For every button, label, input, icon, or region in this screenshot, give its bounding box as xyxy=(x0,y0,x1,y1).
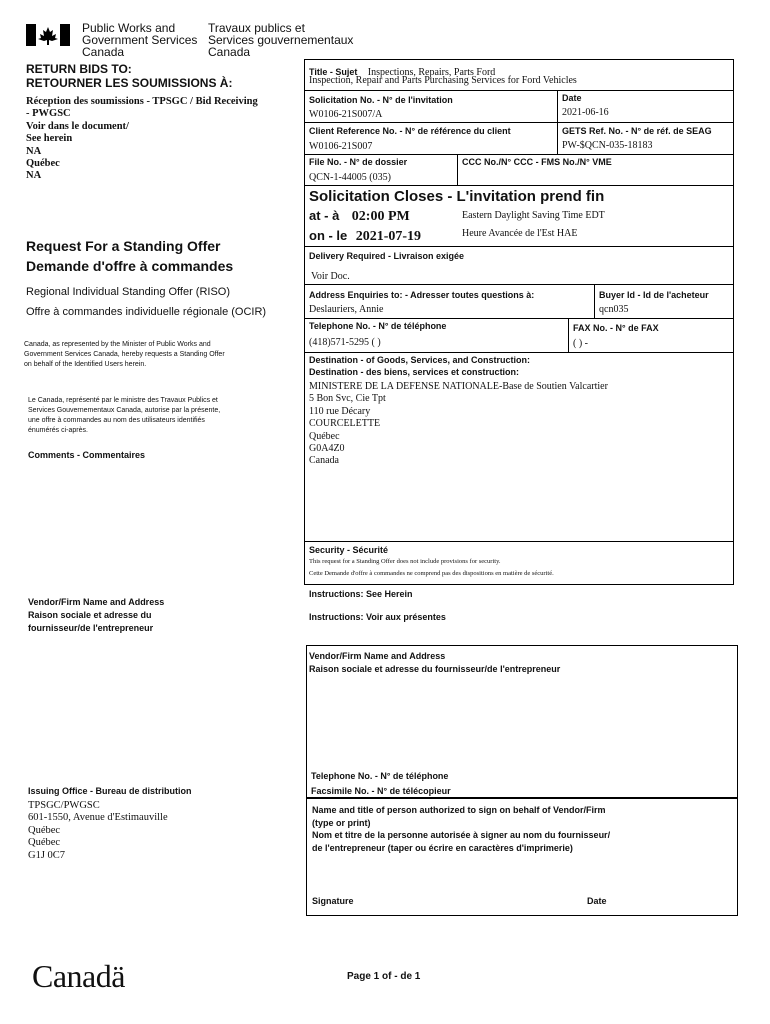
delivery-label: Delivery Required - Livraison exigée xyxy=(309,251,465,261)
authorized-signer-label: Name and title of person authorized to sign on behalf of Vendor/Firm (type or print) Nom et titre de la personne autorisée à signer au nom du fournisseur/ de l'entrepreneur (taper ou écrire en caractères d'imprimerie) xyxy=(312,805,611,853)
vendor-box-label-en: Vendor/Firm Name and Address xyxy=(309,651,446,661)
delivery-value: Voir Doc. xyxy=(311,271,350,282)
file-no-value: QCN-1-44005 (035) xyxy=(309,172,391,183)
closing-date: on - le 2021-07-19 xyxy=(309,228,422,244)
closing-title: Solicitation Closes - L'invitation prend fin xyxy=(309,188,605,205)
canada-wordmark: Canadä xyxy=(32,958,125,994)
vendor-fax-label: Facsimile No. - N° de télécopieur xyxy=(311,786,451,796)
buyer-id-label: Buyer Id - Id de l'acheteur xyxy=(599,290,709,300)
issuing-office-label: Issuing Office - Bureau de distribution xyxy=(28,786,192,796)
destination-label-fr: Destination - des biens, services et construction: xyxy=(309,367,520,377)
request-subtitle: Regional Individual Standing Offer (RISO) Offre à commandes individuelle régionale (OCIR) xyxy=(26,286,267,318)
instructions-fr: Instructions: Voir aux présentes xyxy=(309,612,446,622)
timezone-fr: Heure Avancée de l'Est HAE xyxy=(462,228,578,239)
page-number: Page 1 of - de 1 xyxy=(347,971,421,982)
gets-ref-value: PW-$QCN-035-18183 xyxy=(562,140,653,151)
destination-address: MINISTERE DE LA DEFENSE NATIONALE-Base de Soutien Valcartier 5 Bon Svc, Cie Tpt 110 rue Décary COURCELETTE Québec G0A4Z0 Canada xyxy=(309,381,608,467)
department-name-fr: Travaux publics et Services gouvernementaux Canada xyxy=(208,21,354,59)
timezone-en: Eastern Daylight Saving Time EDT xyxy=(462,210,605,221)
return-bids-title: RETURN BIDS TO: RETOURNER LES SOUMISSIONS À: xyxy=(26,62,233,90)
instructions-en: Instructions: See Herein xyxy=(309,589,413,599)
title-value-long: Inspection, Repair and Parts Purchasing Services for Ford Vehicles xyxy=(309,75,577,86)
security-text-en: This request for a Standing Offer does not include provisions for security. xyxy=(309,558,501,565)
file-no-label: File No. - N° de dossier xyxy=(309,157,408,167)
telephone-value: (418)571-5295 ( ) xyxy=(309,337,381,348)
date-label: Date xyxy=(562,93,582,103)
signature-date-label: Date xyxy=(587,896,607,906)
department-name-en: Public Works and Government Services Canada xyxy=(82,21,198,59)
destination-label-en: Destination - of Goods, Services, and Construction: xyxy=(309,355,531,365)
vendor-telephone-label: Telephone No. - N° de téléphone xyxy=(311,771,449,781)
comments-label: Comments - Commentaires xyxy=(28,450,146,460)
client-ref-label: Client Reference No. - N° de référence du client xyxy=(309,126,511,136)
request-paragraph-en: Canada, as represented by the Minister of Public Works and Government Services Canada, hereby requests a Standing Offer on behalf of the Identified Users herein. xyxy=(24,341,225,368)
client-ref-value: W0106-21S007 xyxy=(309,141,373,152)
enquiries-label: Address Enquiries to: - Adresser toutes questions à: xyxy=(309,290,535,300)
request-title: Request For a Standing Offer Demande d'offre à commandes xyxy=(26,238,234,274)
vendor-box-label-fr: Raison sociale et adresse du fournisseur/de l'entrepreneur xyxy=(309,664,561,674)
issuing-office-address: TPSGC/PWGSC 601-1550, Avenue d'Estimauville Québec Québec G1J 0C7 xyxy=(28,800,168,861)
vendor-left-label: Vendor/Firm Name and Address Raison sociale et adresse du fournisseur/de l'entrepreneur xyxy=(28,597,165,633)
closing-time: at - à 02:00 PM xyxy=(309,208,410,224)
solicitation-no-value: W0106-21S007/A xyxy=(309,109,383,120)
enquiries-value: Deslauriers, Annie xyxy=(309,304,384,315)
security-text-fr: Cette Demande d'offre à commandes ne comprend pas des dispositions en matière de sécurité. xyxy=(309,570,554,577)
fax-label: FAX No. - N° de FAX xyxy=(573,323,659,333)
fax-value: ( ) - xyxy=(573,338,588,349)
telephone-label: Telephone No. - N° de téléphone xyxy=(309,321,447,331)
canada-flag-icon xyxy=(26,24,70,46)
request-paragraph-fr: Le Canada, représenté par le ministre des Travaux Publics et Services Gouvernementaux Canada, autorise par la présente, une offre à commandes au nom des utilisateurs identifiés énumérés ci-après. xyxy=(28,397,221,434)
return-bids-address: Réception des soumissions - TPSGC / Bid Receiving - PWGSC Voir dans le document/ See herein NA Québec NA xyxy=(26,96,258,182)
gets-ref-label: GETS Ref. No. - N° de réf. de SEAG xyxy=(562,126,712,136)
ccc-label: CCC No./N° CCC - FMS No./N° VME xyxy=(462,157,612,167)
signature-label: Signature xyxy=(312,896,354,906)
security-label: Security - Sécurité xyxy=(309,545,389,555)
date-value: 2021-06-16 xyxy=(562,107,609,118)
buyer-id-value: qcn035 xyxy=(599,304,629,315)
title-field: Title - Sujet Inspections, Repairs, Parts Ford xyxy=(309,67,496,78)
solicitation-no-label: Solicitation No. - N° de l'invitation xyxy=(309,95,453,105)
